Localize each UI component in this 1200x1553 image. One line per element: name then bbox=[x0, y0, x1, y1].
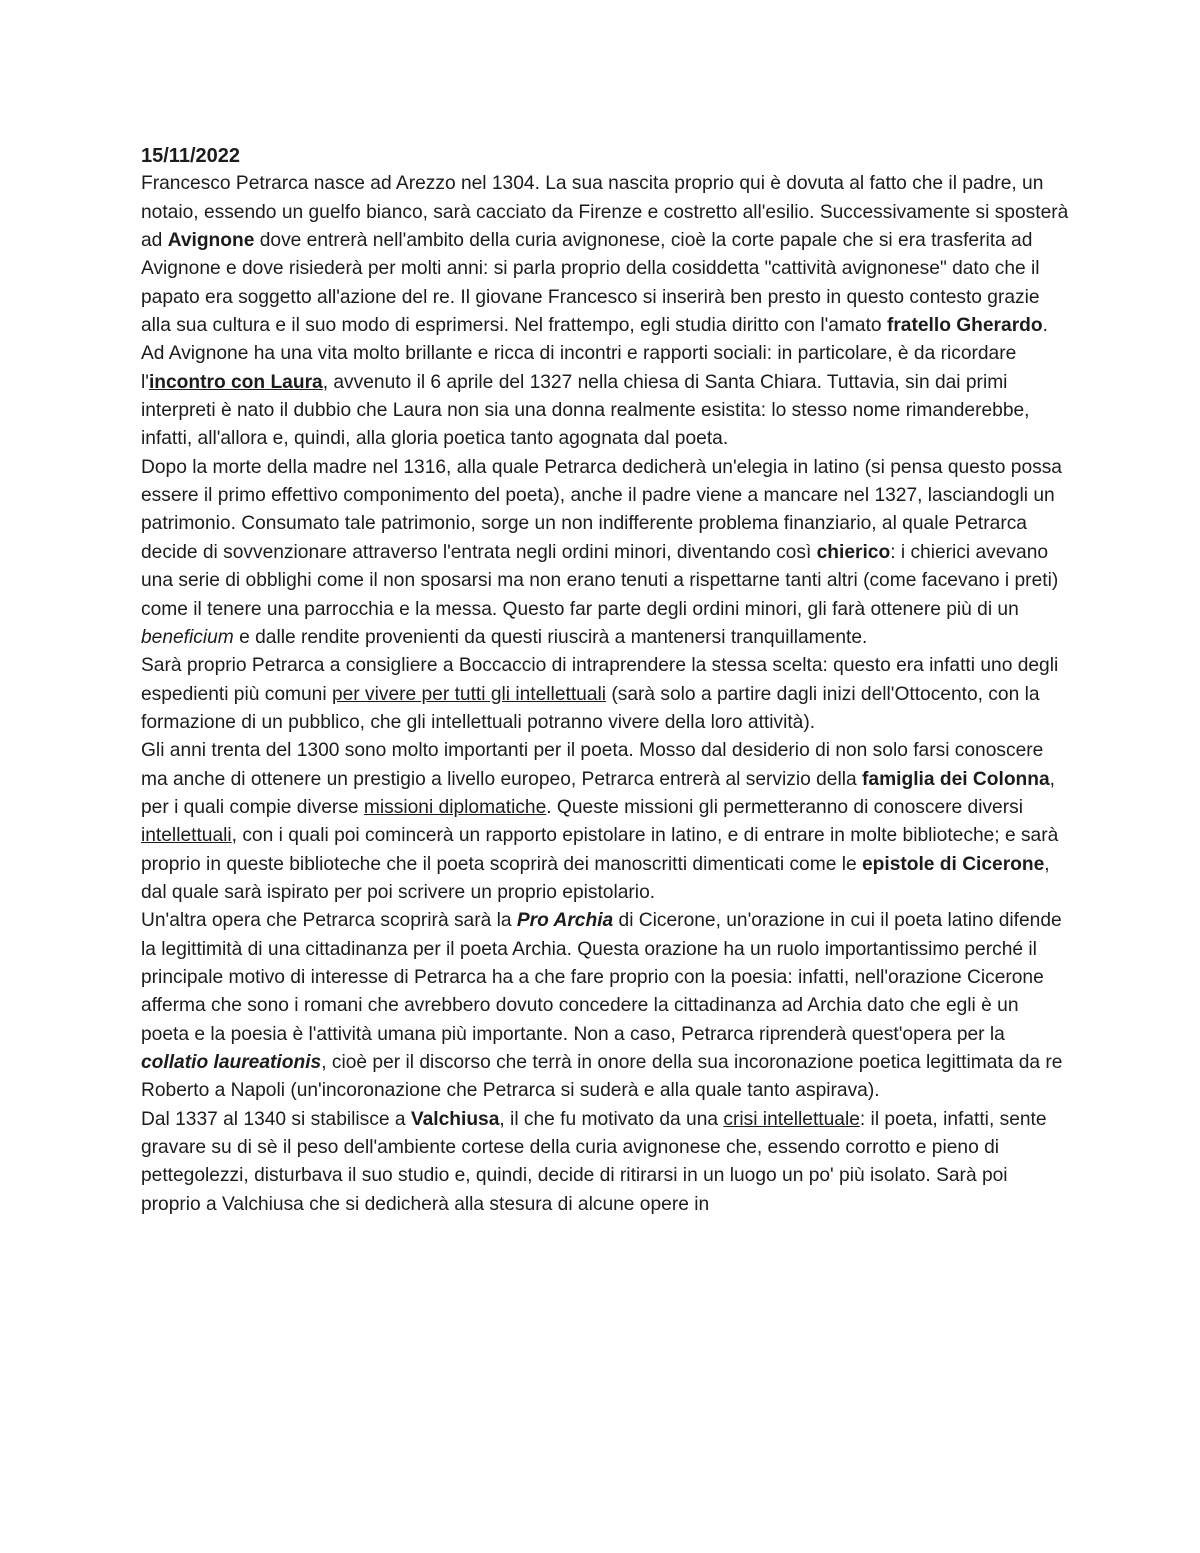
paragraph-laura bbox=[141, 340, 1071, 453]
text-segment: , con i quali poi comincerà un rapporto epistolare in latino, e di entrare in molte biblioteche; e sarà proprio in queste biblioteche che il poeta scoprirà dei manoscritti dimenticati come le bbox=[141, 825, 1059, 875]
bold-term-avignone: Avignone bbox=[167, 230, 255, 252]
paragraph-colonna bbox=[141, 737, 1071, 907]
text-segment: e dalle rendite provenienti da questi riuscirà a mantenersi tranquillamente. bbox=[233, 626, 868, 648]
bold-term-gherardo: fratello Gherardo bbox=[886, 315, 1043, 337]
bold-term-chierico: chierico bbox=[816, 541, 891, 563]
paragraph-chierico bbox=[141, 454, 1071, 652]
document-body bbox=[141, 142, 1071, 1219]
text-segment: Francesco Petrarca nasce ad Arezzo nel 1304. La sua nascita proprio qui è dovuta al fatto che il padre, un notaio, essendo un guelfo bianco, sarà cacciato da Firenze e costretto all'esilio. Successivamente si sposterà ad bbox=[141, 173, 1069, 252]
underlined-phrase: per vivere per tutti gli intellettuali bbox=[331, 683, 607, 705]
text-segment: . bbox=[1042, 315, 1048, 337]
text-segment: . Queste missioni gli permetteranno di conoscere diversi bbox=[546, 796, 1023, 818]
text-segment: (sarà solo a partire dagli inizi dell'Ottocento, con la formazione di un pubblico, che gli intellettuali potranno vivere della loro attività). bbox=[141, 683, 1040, 733]
bold-italic-term-collatio: collatio laureationis bbox=[141, 1052, 322, 1073]
text-segment: Un'altra opera che Petrarca scoprirà sarà la bbox=[141, 910, 517, 932]
paragraph-pro-archia bbox=[141, 907, 1071, 1105]
text-segment: Ad Avignone ha una vita molto brillante e ricca di incontri e rapporti sociali: in particolare, è da ricordare l' bbox=[141, 343, 1017, 393]
paragraph-birth bbox=[141, 170, 1071, 340]
text-segment: , avvenuto il 6 aprile del 1327 nella chiesa di Santa Chiara. Tuttavia, sin dai primi interpreti è nato il dubbio che Laura non sia una donna realmente esistita: lo stesso nome rimanderebbe, infatti, all'allora e, quindi, alla gloria poetica tanto agognata dal poeta. bbox=[141, 371, 1030, 450]
text-segment: , per i quali compie diverse bbox=[141, 768, 1055, 818]
text-segment: , il che fu motivato da una bbox=[499, 1108, 724, 1130]
italic-term-beneficium: beneficium bbox=[141, 626, 234, 648]
text-segment: Dopo la morte della madre nel 1316, alla quale Petrarca dedicherà un'elegia in latino (si pensa questo possa essere il primo effettivo componimento del poeta), anche il padre viene a mancare nel 1327, lasciandogli un patrimonio. Consumato tale patrimonio, sorge un non indifferente problema finanziario, al quale Petrarca decide di sovvenzionare attraverso l'entrata negli ordini minori, diventando così bbox=[141, 456, 1062, 563]
bold-term-valchiusa: Valchiusa bbox=[410, 1108, 500, 1130]
underlined-phrase: missioni diplomatiche bbox=[363, 796, 547, 818]
text-segment: : il poeta, infatti, sente gravare su di sè il peso dell'ambiente cortese della curia avignonese che, essendo corrotto e pieno di pettegolezzi, disturbava il suo studio e, quindi, decide di ritirarsi in un luogo un po' più isolato. Sarà poi proprio a Valchiusa che si dedicherà alla stesura di alcune opere in bbox=[141, 1108, 1047, 1215]
text-segment: , cioè per il discorso che terrà in onore della sua incoronazione poetica legittimata da re Roberto a Napoli (un'incoronazione che Petrarca si suderà e alla quale tanto aspirava). bbox=[141, 1052, 1063, 1102]
text-segment: : i chierici avevano una serie di obblighi come il non sposarsi ma non erano tenuti a rispettarne tanti altri (come facevano i preti) come il tenere una parrocchia e la messa. Questo far parte degli ordini minori, gli farà ottenere più di un bbox=[141, 541, 1059, 620]
text-segment: , dal quale sarà ispirato per poi scrivere un proprio epistolario. bbox=[141, 853, 1050, 903]
paragraph-boccaccio bbox=[141, 652, 1071, 737]
underlined-phrase: intellettuali bbox=[141, 825, 232, 847]
text-segment: Gli anni trenta del 1300 sono molto importanti per il poeta. Mosso dal desiderio di non solo farsi conoscere ma anche di ottenere un prestigio a livello europeo, Petrarca entrerà al servizio della bbox=[141, 740, 1044, 790]
text-segment: Dal 1337 al 1340 si stabilisce a bbox=[141, 1108, 411, 1130]
bold-term-colonna: famiglia dei Colonna bbox=[862, 768, 1050, 790]
bold-term-epistole: epistole di Cicerone bbox=[861, 853, 1045, 875]
paragraph-valchiusa bbox=[141, 1106, 1071, 1219]
underlined-phrase: crisi intellettuale bbox=[723, 1108, 860, 1130]
text-segment: di Cicerone, un'orazione in cui il poeta latino difende la legittimità di una cittadinanza per il poeta Archia. Questa orazione ha un ruolo importantissimo perché il principale motivo di interesse di Petrarca ha a che fare proprio con la poesia: infatti, nell'orazione Cicerone afferma che sono i romani che avrebbero dovuto concedere la cittadinanza ad Archia dato che egli è un poeta e la poesia è l'attività umana più importante. Non a caso, Petrarca riprenderà quest'opera per la bbox=[141, 910, 1062, 1045]
bold-underlined-term-laura: incontro con Laura bbox=[148, 371, 323, 393]
text-segment: dove entrerà nell'ambito della curia avignonese, cioè la corte papale che si era trasferita ad Avignone e dove risiederà per molti anni: si parla proprio della cosiddetta "cattività avignonese" dato che il papato era soggetto all'azione del re. Il giovane Francesco si inserirà ben presto in questo contesto grazie alla sua cultura e il suo modo di esprimersi. Nel frattempo, egli studia diritto con l'amato bbox=[141, 230, 1040, 337]
bold-italic-term-pro-archia: Pro Archia bbox=[516, 910, 614, 932]
document-date: 15/11/2022 bbox=[141, 145, 240, 167]
text-segment: Sarà proprio Petrarca a consigliere a Boccaccio di intraprendere la stessa scelta: questo era infatti uno degli espedienti più comuni bbox=[141, 655, 1059, 705]
